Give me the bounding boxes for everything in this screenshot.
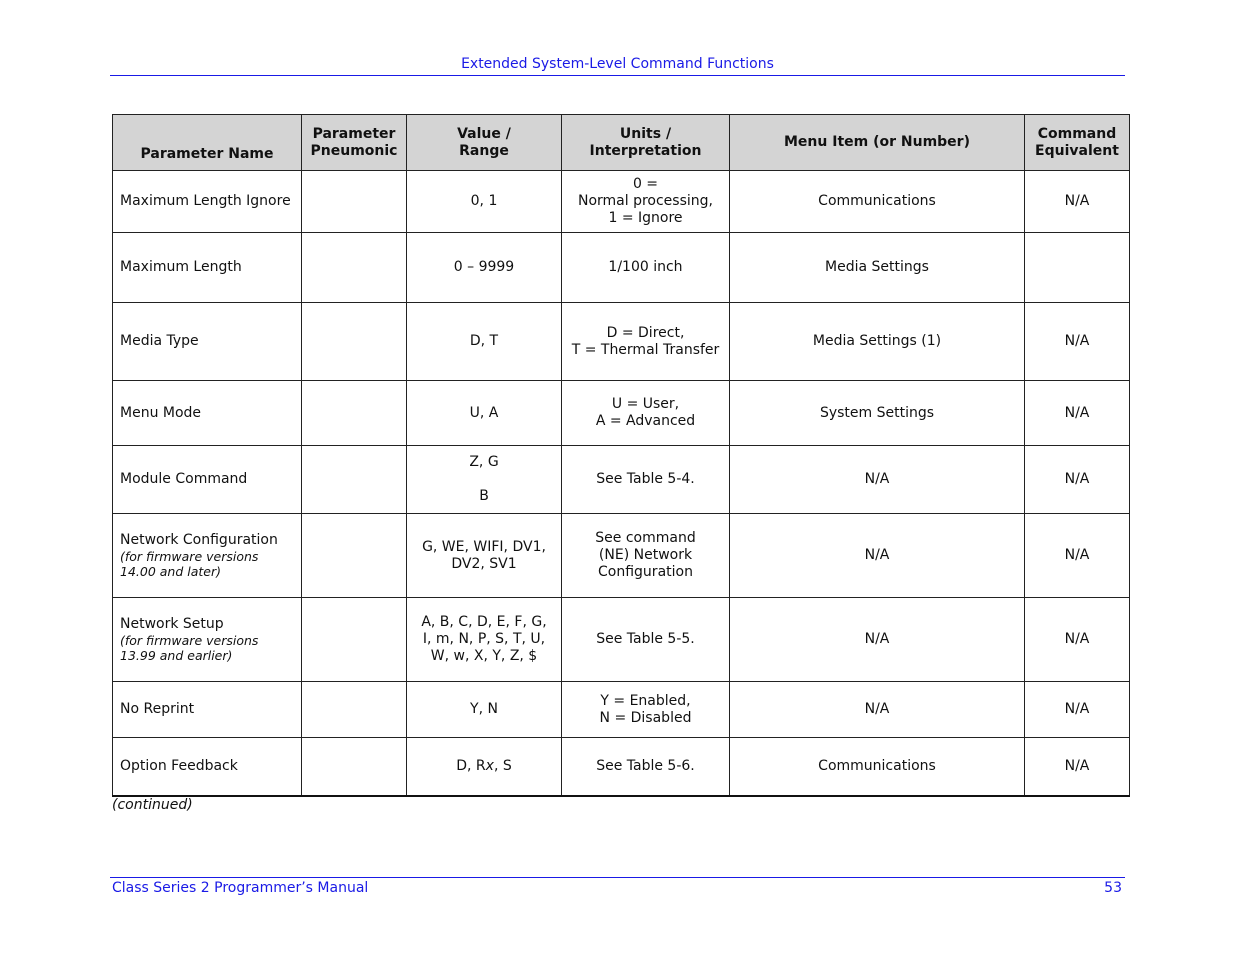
cell-pneumonic bbox=[302, 303, 407, 381]
cell-pneumonic bbox=[302, 682, 407, 738]
table-row bbox=[113, 303, 1130, 381]
cell-units: See Table 5-6. bbox=[562, 738, 730, 796]
firmware-note: (for firmware versions 14.00 and later) bbox=[120, 549, 259, 579]
footer-rule bbox=[110, 877, 1125, 878]
page-number: 53 bbox=[1104, 880, 1122, 896]
header-units-interpretation: Units / Interpretation bbox=[562, 115, 730, 171]
cell-parameter-name: Module Command bbox=[113, 446, 302, 514]
cell-pneumonic bbox=[302, 171, 407, 233]
cell-command-equivalent bbox=[1025, 233, 1130, 303]
cell-menu-item: Media Settings bbox=[730, 233, 1025, 303]
cell-pneumonic bbox=[302, 738, 407, 796]
cell-value-range: D, T bbox=[407, 303, 562, 381]
table-row bbox=[113, 598, 1130, 682]
cell-parameter-name: Network Setup (for firmware versions 13.99 and earlier) bbox=[113, 598, 302, 682]
cell-menu-item: Media Settings (1) bbox=[730, 303, 1025, 381]
manual-title: Class Series 2 Programmer’s Manual bbox=[112, 880, 369, 896]
cell-parameter-name: Maximum Length bbox=[113, 233, 302, 303]
cell-value-range: A, B, C, D, E, F, G, I, m, N, P, S, T, U, W, w, X, Y, Z, $ bbox=[407, 598, 562, 682]
cell-command-equivalent: N/A bbox=[1025, 682, 1130, 738]
cell-menu-item: Communications bbox=[730, 171, 1025, 233]
cell-pneumonic bbox=[302, 446, 407, 514]
cell-value-range: Z, G B bbox=[407, 446, 562, 514]
cell-command-equivalent: N/A bbox=[1025, 303, 1130, 381]
header-command-equivalent: Command Equivalent bbox=[1025, 115, 1130, 171]
cell-command-equivalent: N/A bbox=[1025, 514, 1130, 598]
parameter-table bbox=[112, 114, 1130, 797]
cell-pneumonic bbox=[302, 598, 407, 682]
cell-parameter-name: Option Feedback bbox=[113, 738, 302, 796]
cell-command-equivalent: N/A bbox=[1025, 738, 1130, 796]
table-row bbox=[113, 381, 1130, 446]
table-row bbox=[113, 233, 1130, 303]
cell-value-range: U, A bbox=[407, 381, 562, 446]
table-row bbox=[113, 446, 1130, 514]
cell-parameter-name: Network Configuration (for firmware versions 14.00 and later) bbox=[113, 514, 302, 598]
cell-units: Y = Enabled, N = Disabled bbox=[562, 682, 730, 738]
header-parameter-name: Parameter Name bbox=[113, 115, 302, 171]
cell-pneumonic bbox=[302, 233, 407, 303]
header-rule bbox=[110, 75, 1125, 76]
cell-parameter-name: Menu Mode bbox=[113, 381, 302, 446]
cell-units: See Table 5-4. bbox=[562, 446, 730, 514]
cell-parameter-name: Media Type bbox=[113, 303, 302, 381]
cell-menu-item: N/A bbox=[730, 446, 1025, 514]
cell-command-equivalent: N/A bbox=[1025, 381, 1130, 446]
cell-units: 1/100 inch bbox=[562, 233, 730, 303]
cell-menu-item: N/A bbox=[730, 598, 1025, 682]
header-parameter-pneumonic: Parameter Pneumonic bbox=[302, 115, 407, 171]
header-menu-item: Menu Item (or Number) bbox=[730, 115, 1025, 171]
table-row bbox=[113, 171, 1130, 233]
cell-pneumonic bbox=[302, 514, 407, 598]
table-row bbox=[113, 738, 1130, 796]
cell-value-range: Y, N bbox=[407, 682, 562, 738]
cell-menu-item: N/A bbox=[730, 682, 1025, 738]
cell-command-equivalent: N/A bbox=[1025, 171, 1130, 233]
cell-command-equivalent: N/A bbox=[1025, 598, 1130, 682]
cell-command-equivalent: N/A bbox=[1025, 446, 1130, 514]
continued-note: (continued) bbox=[112, 797, 193, 813]
cell-units: See Table 5-5. bbox=[562, 598, 730, 682]
table-header-row bbox=[113, 115, 1130, 171]
firmware-note: (for firmware versions 13.99 and earlier) bbox=[120, 633, 259, 663]
cell-units: D = Direct, T = Thermal Transfer bbox=[562, 303, 730, 381]
cell-menu-item: N/A bbox=[730, 514, 1025, 598]
cell-menu-item: Communications bbox=[730, 738, 1025, 796]
table-row bbox=[113, 682, 1130, 738]
cell-units: 0 = Normal processing, 1 = Ignore bbox=[562, 171, 730, 233]
cell-menu-item: System Settings bbox=[730, 381, 1025, 446]
cell-value-range: D, Rx, S bbox=[407, 738, 562, 796]
cell-units: U = User, A = Advanced bbox=[562, 381, 730, 446]
cell-value-range: G, WE, WIFI, DV1, DV2, SV1 bbox=[407, 514, 562, 598]
cell-value-range: 0 – 9999 bbox=[407, 233, 562, 303]
cell-parameter-name: Maximum Length Ignore bbox=[113, 171, 302, 233]
running-header: Extended System-Level Command Functions bbox=[461, 56, 774, 72]
cell-value-range: 0, 1 bbox=[407, 171, 562, 233]
cell-pneumonic bbox=[302, 381, 407, 446]
cell-parameter-name: No Reprint bbox=[113, 682, 302, 738]
header-value-range: Value / Range bbox=[407, 115, 562, 171]
cell-units: See command (NE) Network Configuration bbox=[562, 514, 730, 598]
table-row bbox=[113, 514, 1130, 598]
